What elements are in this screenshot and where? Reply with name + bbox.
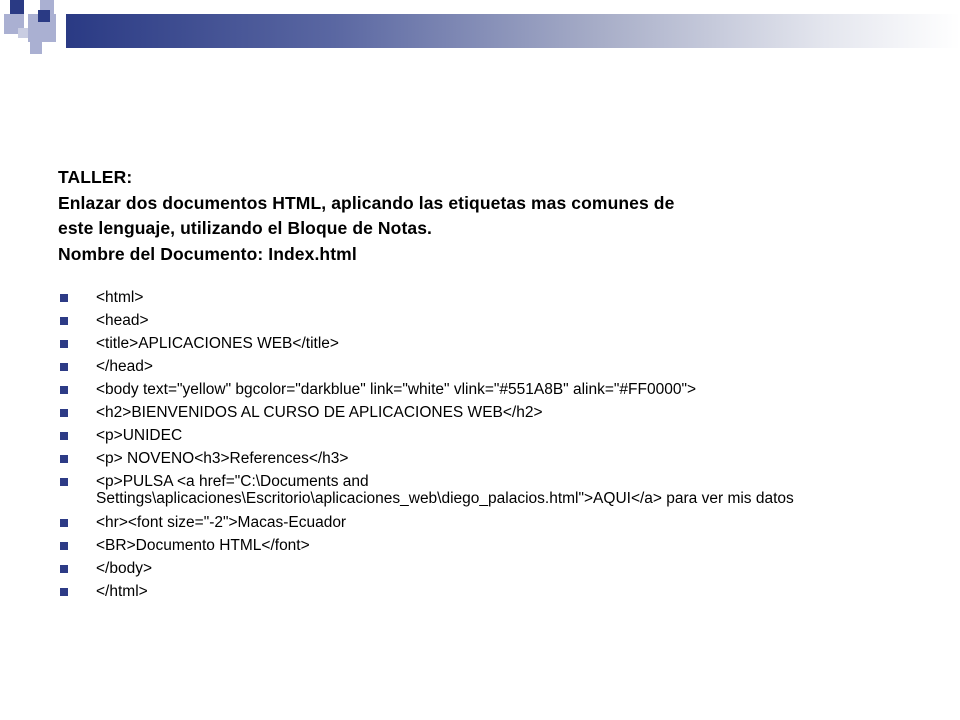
- title-line-3: este lenguaje, utilizando el Bloque de Notas.: [58, 218, 433, 238]
- bullet-icon: [60, 542, 68, 550]
- bullet-icon: [60, 478, 68, 486]
- bullet-icon: [60, 455, 68, 463]
- code-line: <title>APLICACIONES WEB</title>: [96, 335, 339, 352]
- deco-square-light-5: [30, 42, 42, 54]
- list-item: [60, 427, 900, 444]
- bullet-icon: [60, 565, 68, 573]
- code-line: </body>: [96, 560, 153, 577]
- code-line: <p> NOVENO<h3>References</h3>: [96, 450, 349, 467]
- list-item: [60, 450, 900, 467]
- code-line: </html>: [96, 583, 148, 600]
- bullet-icon: [60, 340, 68, 348]
- slide-title-block: [58, 165, 878, 267]
- list-item: [60, 473, 900, 507]
- list-item: [60, 312, 900, 329]
- deco-square-light-4: [18, 28, 28, 38]
- list-item: [60, 335, 900, 352]
- bullet-icon: [60, 432, 68, 440]
- html-code-list: [60, 289, 900, 606]
- code-line: <body text="yellow" bgcolor="darkblue" link="white" vlink="#551A8B" alink="#FF0000">: [96, 381, 697, 398]
- list-item: [60, 289, 900, 306]
- header-gradient-bar: [66, 14, 960, 48]
- list-item: [60, 537, 900, 554]
- code-line: <head>: [96, 312, 149, 329]
- title-line-1: TALLER:: [58, 167, 133, 187]
- bullet-icon: [60, 317, 68, 325]
- code-line: <hr><font size="-2">Macas-Ecuador: [96, 514, 347, 531]
- bullet-icon: [60, 363, 68, 371]
- bullet-icon: [60, 519, 68, 527]
- bullet-icon: [60, 294, 68, 302]
- code-line: <p>UNIDEC: [96, 427, 183, 444]
- bullet-icon: [60, 409, 68, 417]
- deco-square-dark-1: [10, 0, 24, 14]
- code-line: </head>: [96, 358, 153, 375]
- code-line: <BR>Documento HTML</font>: [96, 537, 310, 554]
- bullet-icon: [60, 386, 68, 394]
- deco-square-dark-2: [38, 10, 50, 22]
- code-line: <html>: [96, 289, 144, 306]
- list-item: [60, 583, 900, 600]
- list-item: [60, 404, 900, 421]
- list-item: [60, 514, 900, 531]
- list-item: [60, 381, 900, 398]
- code-line: <p>PULSA <a href="C:\Documents and Settings\aplicaciones\Escritorio\aplicaciones_web\diego_palacios.html">AQUI</a> para ver mis datos: [96, 473, 794, 507]
- title-line-2: Enlazar dos documentos HTML, aplicando las etiquetas mas comunes de: [58, 192, 675, 213]
- bullet-icon: [60, 588, 68, 596]
- list-item: [60, 560, 900, 577]
- code-line: <h2>BIENVENIDOS AL CURSO DE APLICACIONES WEB</h2>: [96, 404, 543, 421]
- title-line-4: Nombre del Documento: Index.html: [58, 243, 357, 264]
- list-item: [60, 358, 900, 375]
